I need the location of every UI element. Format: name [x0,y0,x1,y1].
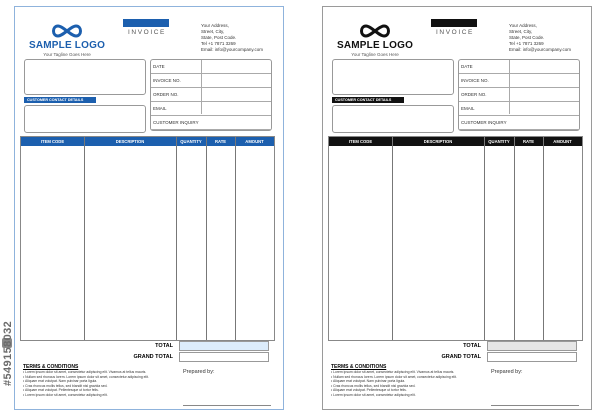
items-header [21,137,274,146]
invoice-info-table [458,59,580,131]
col-item-code: ITEM CODE [40,139,65,144]
logo [25,23,109,57]
terms-line: • Nullam sed rhoncus lorem. Lorem ipsum dolor sit amet, consectetur adipiscing elit. [331,374,457,379]
col-description: DESCRIPTION [423,139,453,144]
col-rate: RATE [522,139,535,144]
grand-total-label: GRAND TOTAL [441,354,481,360]
prepared-by-label: Prepared by: [491,369,523,375]
column-divider [84,137,85,340]
invoice-title: INVOICE [128,29,166,36]
company-address [509,23,571,53]
tagline: Your Tagline Goes Here [351,52,399,57]
col-quantity: QUANTITY [488,139,510,144]
total-field[interactable] [179,341,269,351]
logo [333,23,417,57]
address-line: Tel +1 7871 3269 [201,41,236,46]
field-customer-inquiry[interactable]: CUSTOMER INQUIRY [151,116,271,130]
terms-line: • Nullam sed rhoncus lorem. Lorem ipsum dolor sit amet, consectetur adipiscing elit. [23,374,149,379]
col-description: DESCRIPTION [115,139,145,144]
customer-contact-box[interactable] [24,105,146,133]
field-invoice-no[interactable]: INVOICE NO. [151,74,271,88]
terms-list [23,370,173,398]
invoice-template-blue [14,6,284,410]
field-order-no[interactable]: ORDER NO. [459,88,579,102]
address-line: Email: info@yourcompany.com [201,47,264,52]
title-bar [431,19,477,27]
grand-total-label: GRAND TOTAL [133,354,173,360]
logo-text: SAMPLE LOGO [336,40,414,51]
bill-to-box[interactable] [24,59,146,95]
address-line: Tel +1 7871 3269 [509,41,544,46]
prepared-by-label: Prepared by: [183,369,215,375]
signature-line [491,405,579,406]
column-divider [484,137,485,340]
grand-total-field[interactable] [179,352,269,362]
column-divider [176,137,177,340]
column-divider [206,137,207,340]
infinity-icon [357,23,393,39]
column-divider [543,137,544,340]
col-quantity: QUANTITY [180,139,202,144]
terms-line: • Lorem ipsum dolor sit amet, consectetur adipiscing elit. [23,392,108,397]
items-header [329,137,582,146]
field-customer-inquiry[interactable]: CUSTOMER INQUIRY [459,116,579,130]
terms-line: • Lorem ipsum dolor sit amet, consectetur adipiscing elit. Vivamus at tellus mauris. [331,370,455,374]
total-label: TOTAL [155,343,173,349]
invoice-title: INVOICE [436,29,474,36]
terms-line: • Aliquam erat volutpat. Nam pulvinar porta ligula. [23,379,98,384]
column-divider [514,137,515,340]
field-date[interactable]: DATE [459,60,579,74]
info-divider [201,60,202,114]
col-rate: RATE [214,139,227,144]
column-divider [235,137,236,340]
items-table [20,136,275,341]
items-table [328,136,583,341]
terms-line: • Cras rhoncus mollis tellus, sed blandit nisl gravida sed. [23,383,108,388]
col-amount: AMOUNT [553,139,572,144]
col-item-code: ITEM CODE [348,139,373,144]
field-date[interactable]: DATE [151,60,271,74]
field-invoice-no[interactable]: INVOICE NO. [459,74,579,88]
terms-line: • Cras rhoncus mollis tellus, sed blandit nisl gravida sed. [331,383,416,388]
signature-line [183,405,271,406]
info-divider [509,60,510,114]
terms-line: • Aliquam erat volutpat. Pellentesque ut tortor felis. [331,388,407,393]
terms-title: TERMS & CONDITIONS [331,364,387,370]
stock-id-watermark: #549158032 [2,320,14,386]
infinity-icon [49,23,85,39]
address-line: Email: info@yourcompany.com [509,47,572,52]
customer-contact-box[interactable] [332,105,454,133]
terms-line: • Aliquam erat volutpat. Pellentesque ut tortor felis. [23,388,99,393]
terms-list [331,370,481,398]
grand-total-field[interactable] [487,352,577,362]
address-line: State, Post Code. [509,35,545,40]
logo-text: SAMPLE LOGO [28,40,106,51]
terms-line: • Lorem ipsum dolor sit amet, consectetur adipiscing elit. Vivamus at tellus mauris. [23,370,147,374]
terms-line: • Aliquam erat volutpat. Nam pulvinar porta ligula. [331,379,406,384]
address-line: Your Address, [201,23,229,28]
terms-line: • Lorem ipsum dolor sit amet, consectetur adipiscing elit. [331,392,416,397]
address-line: Your Address, [509,23,537,28]
tagline: Your Tagline Goes Here [43,52,91,57]
column-divider [392,137,393,340]
field-email[interactable]: EMAIL [459,102,579,116]
total-label: TOTAL [463,343,481,349]
address-line: Street, City, [201,29,225,34]
bill-to-box[interactable] [332,59,454,95]
address-line: Street, City, [509,29,533,34]
field-order-no[interactable]: ORDER NO. [151,88,271,102]
invoice-template-black [322,6,592,410]
title-bar [123,19,169,27]
terms-title: TERMS & CONDITIONS [23,364,79,370]
col-amount: AMOUNT [245,139,264,144]
company-address [201,23,263,53]
total-field[interactable] [487,341,577,351]
field-email[interactable]: EMAIL [151,102,271,116]
customer-contact-label: CUSTOMER CONTACT DETAILS [24,97,96,103]
customer-contact-label: CUSTOMER CONTACT DETAILS [332,97,404,103]
address-line: State, Post Code. [201,35,237,40]
invoice-info-table [150,59,272,131]
